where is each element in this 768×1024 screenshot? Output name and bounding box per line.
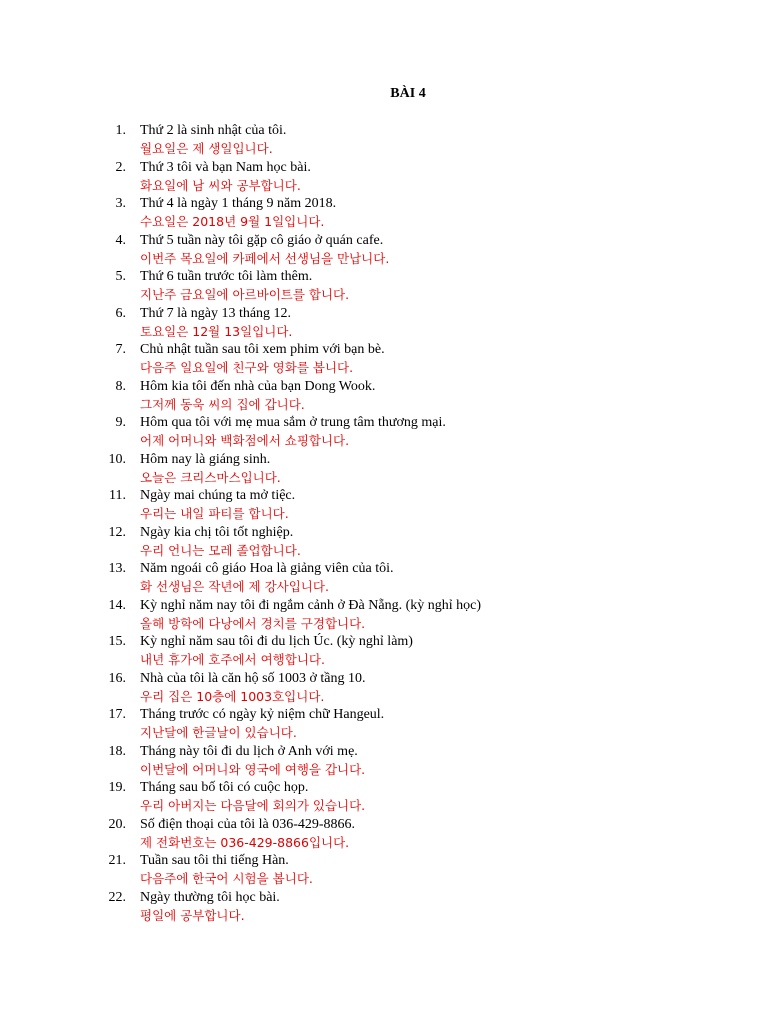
korean-translation: 평일에 공부합니다. [140,907,245,923]
list-item [0,633,768,670]
item-number: 17. [108,707,126,722]
vietnamese-sentence: Tháng trước có ngày kỷ niệm chữ Hangeul. [140,707,385,722]
korean-translation: 올해 방학에 다낭에서 경치를 구경합니다. [140,615,366,631]
vietnamese-sentence: Thứ 6 tuần trước tôi làm thêm. [140,269,313,284]
vietnamese-sentence: Tháng này tôi đi du lịch ở Anh với mẹ. [140,743,358,759]
item-number: 1. [115,123,126,138]
korean-translation: 이번달에 어머니와 영국에 여행을 갑니다. [140,761,366,777]
vietnamese-sentence: Chủ nhật tuần sau tôi xem phim với bạn bè. [140,342,385,357]
korean-translation: 이번주 목요일에 카페에서 선생님을 만납니다. [140,250,390,266]
list-item [0,524,768,561]
list-item [0,597,768,634]
vietnamese-sentence: Tháng sau bố tôi có cuộc họp. [140,780,309,795]
list-item [0,232,768,269]
vietnamese-sentence: Kỳ nghỉ năm sau tôi đi du lịch Úc. (kỳ nghỉ làm) [140,634,413,649]
vietnamese-sentence: Ngày kia chị tôi tốt nghiệp. [140,524,294,540]
list-item [0,341,768,378]
list-item [0,414,768,451]
korean-translation: 화요일에 남 씨와 공부합니다. [140,177,301,193]
vietnamese-sentence: Hôm nay là giáng sinh. [140,451,271,467]
korean-translation: 다음주 일요일에 친구와 영화를 봅니다. [140,360,354,375]
list-item [0,122,768,159]
item-number: 14. [108,597,126,613]
item-number: 8. [115,378,126,394]
list-item [0,743,768,780]
item-number: 12. [108,524,126,540]
item-number: 20. [108,816,126,832]
page-title: BÀI 4 [390,86,426,101]
korean-translation: 제 전화번호는 036-429-8866입니다. [140,834,350,850]
item-number: 9. [115,415,126,430]
item-number: 6. [115,305,126,321]
korean-translation: 우리 아버지는 다음달에 회의가 있습니다. [140,798,366,813]
korean-translation: 어제 어머니와 백화점에서 쇼핑합니다. [140,433,350,448]
vietnamese-sentence: Thứ 4 là ngày 1 tháng 9 năm 2018. [140,196,337,211]
korean-translation: 오늘은 크리스마스입니다. [140,469,281,485]
korean-translation: 수요일은 2018년 9월 1일입니다. [140,214,325,229]
list-item [0,816,768,853]
item-number: 21. [108,853,126,868]
item-number: 3. [115,196,126,211]
item-number: 16. [108,670,126,686]
korean-translation: 우리는 내일 파티를 합니다. [140,506,289,521]
vietnamese-sentence: Thứ 5 tuần này tôi gặp cô giáo ở quán cafe. [140,232,384,248]
vietnamese-sentence: Hôm kia tôi đến nhà của bạn Dong Wook. [140,378,376,394]
list-item [0,852,768,889]
item-number: 11. [109,488,126,503]
list-item [0,889,768,926]
list-item [0,195,768,232]
list-item [0,451,768,488]
vietnamese-sentence: Năm ngoái cô giáo Hoa là giảng viên của tôi. [140,561,394,576]
item-number: 19. [108,780,126,795]
vietnamese-sentence: Ngày thường tôi học bài. [140,889,280,905]
vietnamese-sentence: Kỳ nghỉ năm nay tôi đi ngắm cảnh ở Đà Nẵng. (kỳ nghỉ học) [140,597,481,613]
item-number: 15. [108,634,126,649]
item-number: 22. [108,889,126,905]
vietnamese-sentence: Thứ 2 là sinh nhật của tôi. [140,123,287,138]
korean-translation: 토요일은 12월 13일입니다. [140,323,293,339]
korean-translation: 그저께 동욱 씨의 집에 갑니다. [140,396,305,412]
korean-translation: 화 선생님은 작년에 제 강사입니다. [140,579,329,594]
list-item [0,159,768,196]
list-item [0,670,768,707]
list-item [0,779,768,816]
list-item [0,487,768,524]
vietnamese-sentence: Tuần sau tôi thi tiếng Hàn. [140,853,289,868]
list-item [0,305,768,342]
list-item [0,560,768,597]
list-item [0,268,768,305]
list-item [0,378,768,415]
item-number: 5. [115,269,126,284]
korean-translation: 내년 휴가에 호주에서 여행합니다. [140,652,325,667]
item-number: 18. [108,743,126,759]
vietnamese-sentence: Hôm qua tôi với mẹ mua sắm ở trung tâm thương mại. [140,415,446,430]
item-number: 2. [115,159,126,175]
list-item [0,706,768,743]
item-number: 4. [115,232,126,248]
item-number: 13. [108,561,126,576]
korean-translation: 우리 집은 10층에 1003호입니다. [140,688,325,704]
exercise-list [0,122,768,925]
vietnamese-sentence: Thứ 3 tôi và bạn Nam học bài. [140,159,311,175]
vietnamese-sentence: Nhà của tôi là căn hộ số 1003 ở tầng 10. [140,670,366,686]
korean-translation: 월요일은 제 생일입니다. [140,141,273,156]
vietnamese-sentence: Số điện thoại của tôi là 036-429-8866. [140,816,356,832]
vietnamese-sentence: Ngày mai chúng ta mở tiệc. [140,488,296,503]
vietnamese-sentence: Thứ 7 là ngày 13 tháng 12. [140,305,292,321]
korean-translation: 지난달에 한글날이 있습니다. [140,725,297,740]
korean-translation: 지난주 금요일에 아르바이트를 합니다. [140,287,350,302]
korean-translation: 다음주에 한국어 시험을 봅니다. [140,871,313,886]
item-number: 10. [108,451,126,467]
korean-translation: 우리 언니는 모레 졸업합니다. [140,542,301,558]
item-number: 7. [115,342,126,357]
